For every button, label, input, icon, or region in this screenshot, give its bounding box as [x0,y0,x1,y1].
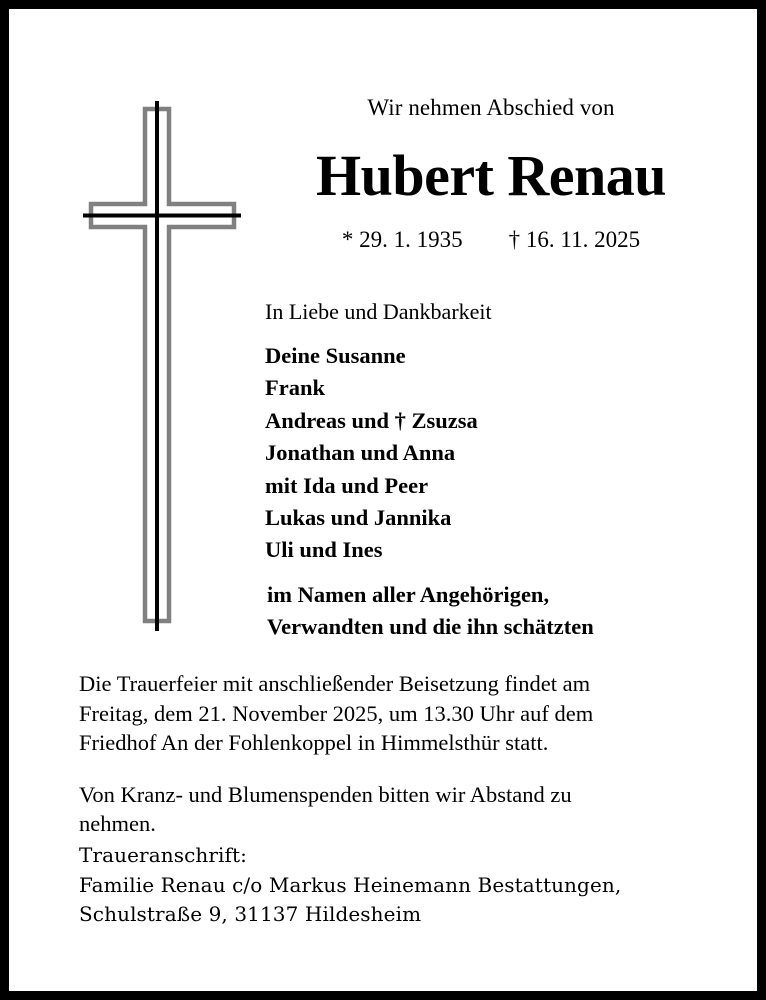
dedication-block [265,298,727,644]
birth-date: * 29. 1. 1935 [341,227,463,252]
family-name-line: Jonathan und Anna [265,440,456,466]
family-name-line: Lukas und Jannika [265,505,452,531]
ceremony-line: Die Trauerfeier mit anschließender Beisetzung findet am [79,671,591,696]
closing-statement [265,579,727,644]
body-block [79,669,709,839]
closing-line: Verwandten und die ihn schätzten [267,614,594,640]
flowers-line: nehmen. [79,811,156,836]
flowers-line: Von Kranz- und Blumenspenden bitten wir Abstand zu [79,781,572,807]
address-line: Familie Renau c/o Markus Heinemann Bestattungen, [79,872,622,897]
notice-inner [9,9,757,991]
farewell-text: Wir nehmen Abschied von [367,95,615,120]
cross-outline [91,109,234,621]
ceremony-paragraph [79,669,709,758]
family-name-line: Uli und Ines [265,537,383,563]
family-name-list [265,340,727,567]
life-dates [257,225,725,255]
family-name-line: Deine Susanne [265,343,406,368]
family-name-line: Andreas und † Zsuzsa [265,407,478,433]
header-block [257,93,725,255]
family-name-line: Frank [265,375,326,401]
address-line: Schulstraße 9, 31137 Hildesheim [79,902,422,926]
death-date: † 16. 11. 2025 [508,227,641,252]
ceremony-line: Friedhof An der Fohlenkoppel in Himmelsthür statt. [79,730,549,755]
deceased-name: Hubert Renau [315,143,667,208]
mourning-address-block [79,841,719,930]
closing-line: im Namen aller Angehörigen, [267,581,550,607]
address-label: Traueranschrift: [79,843,247,867]
dedication-lead: In Liebe und Dankbarkeit [265,299,492,324]
cross-graphic [73,93,249,641]
ceremony-line: Freitag, dem 21. November 2025, um 13.30 Uhr auf dem [79,700,594,726]
family-name-line: mit Ida und Peer [265,472,429,498]
flowers-paragraph [79,780,709,839]
